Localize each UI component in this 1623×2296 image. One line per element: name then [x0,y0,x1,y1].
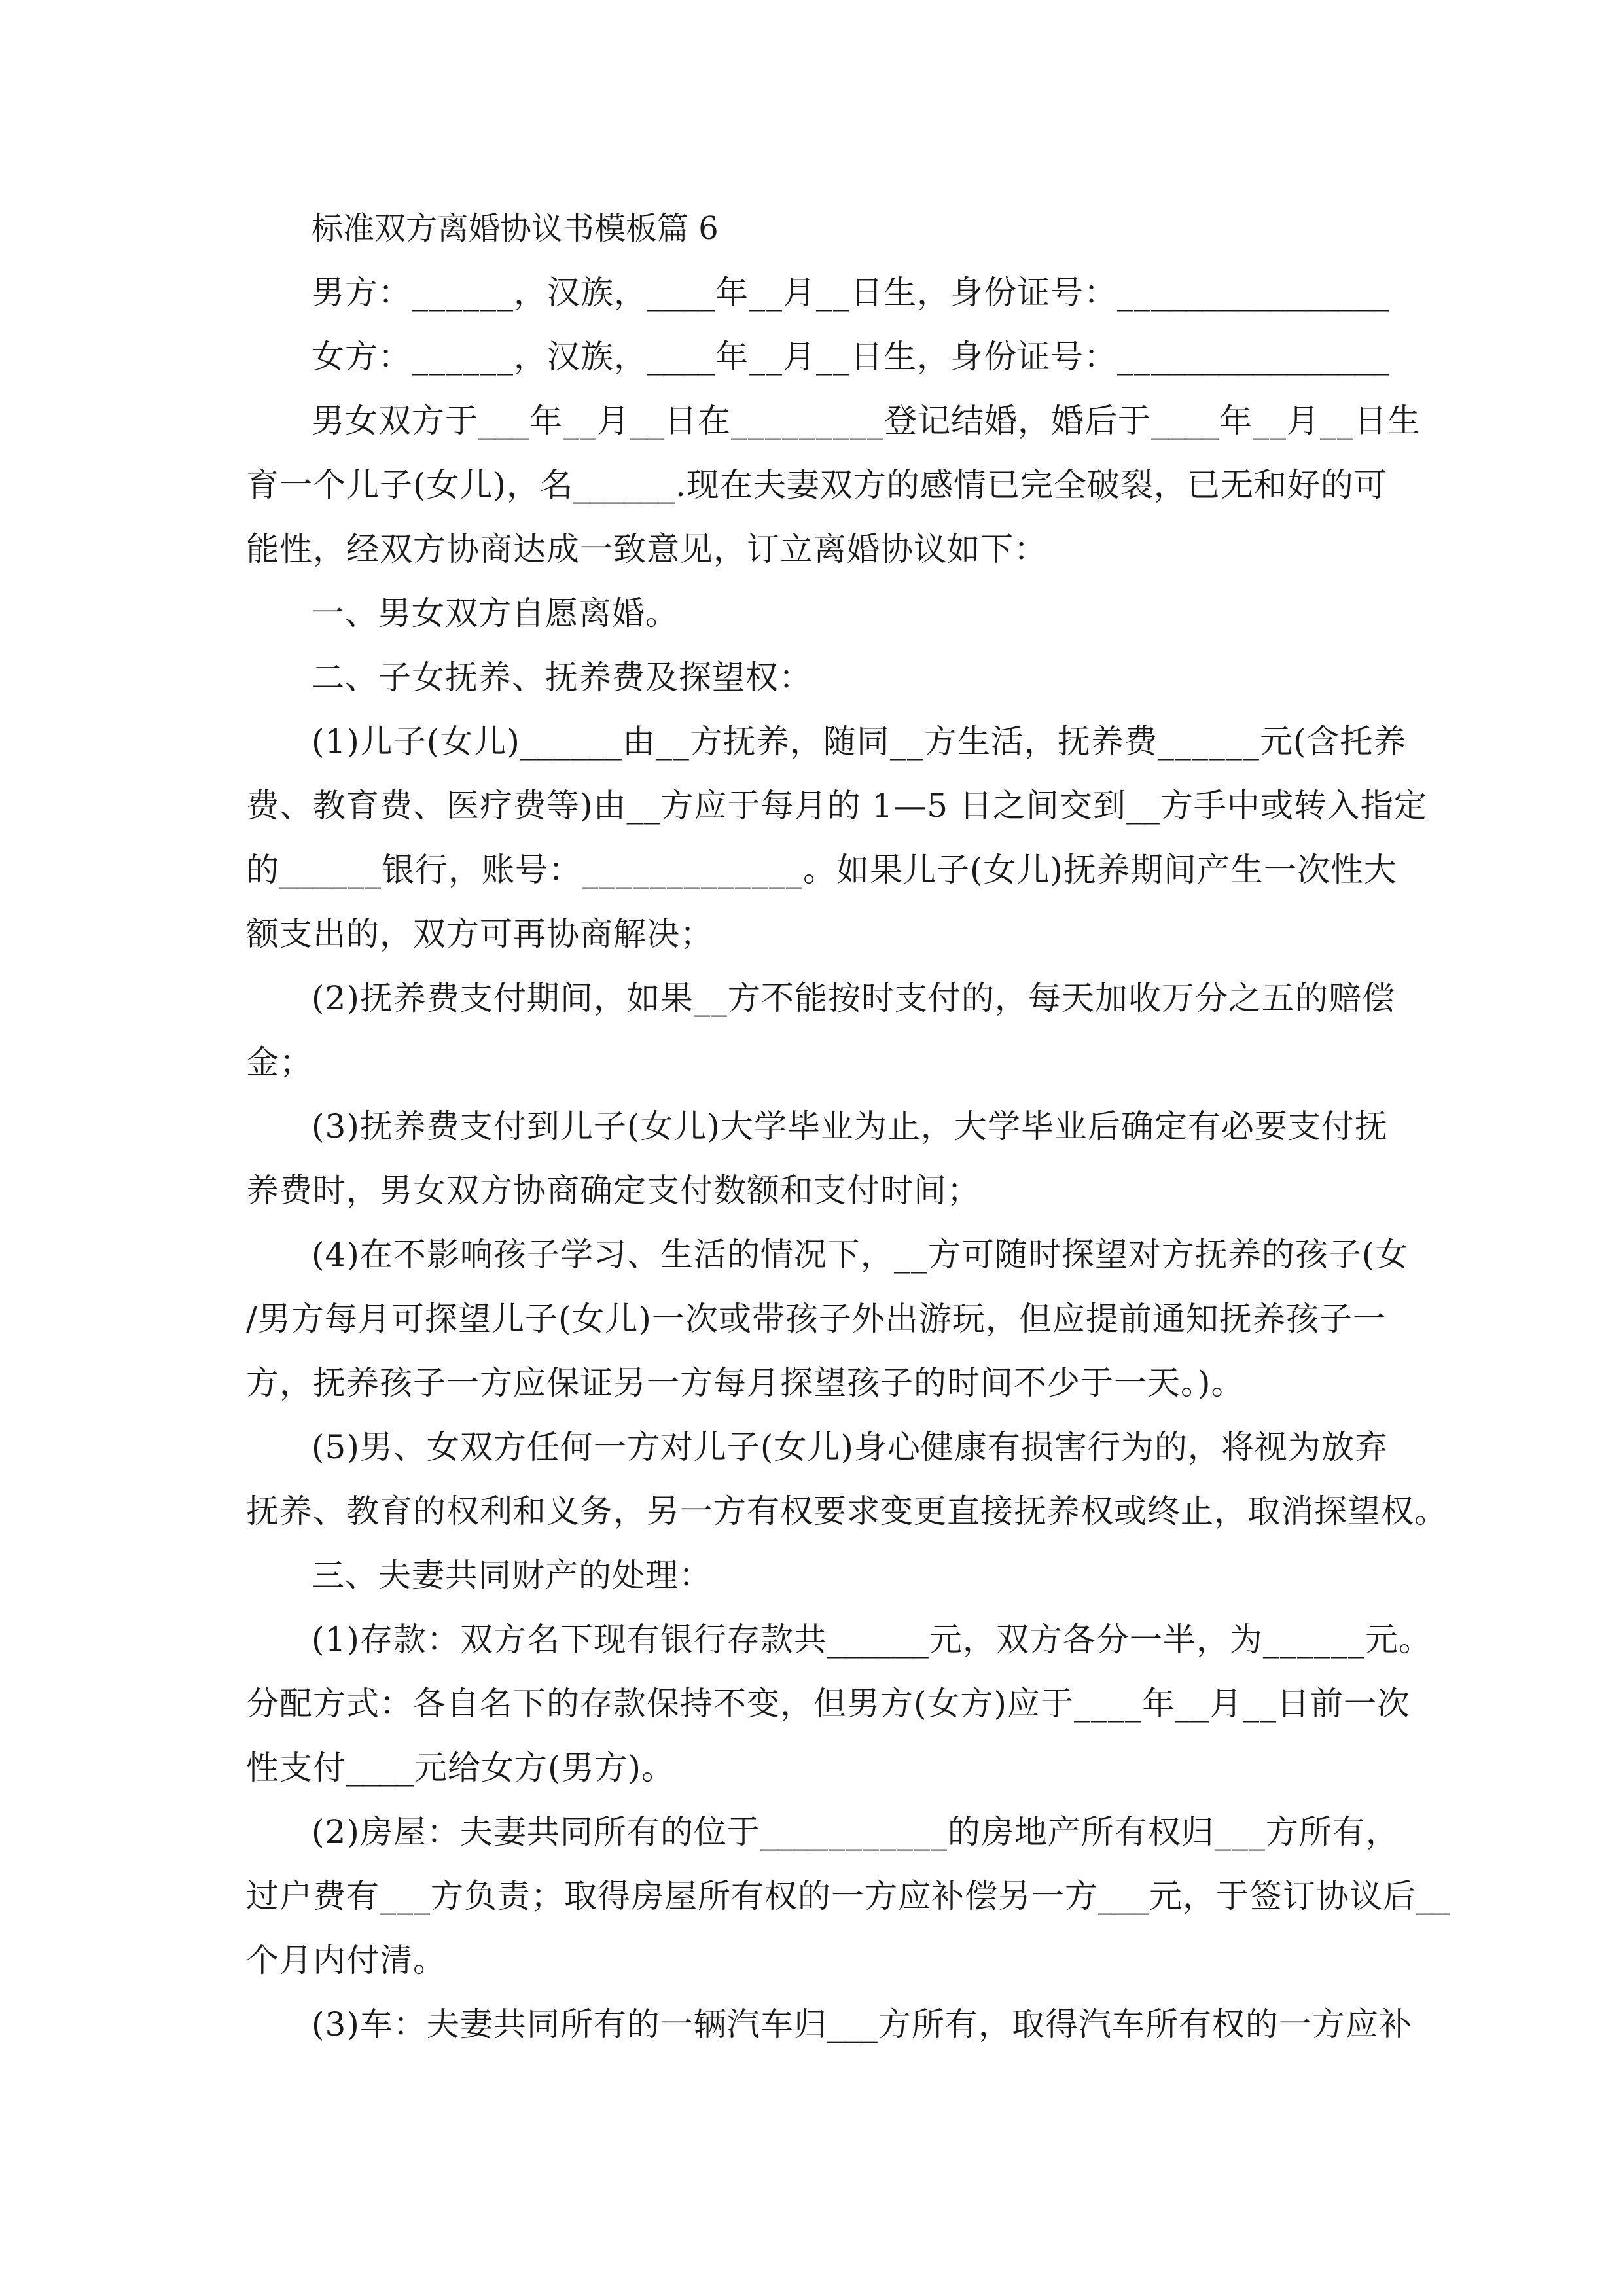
clause-2-item-1: (1)儿子(女儿)______由__方抚养，随同__方生活，抚养费______元(含托养 [312,723,1407,761]
clause-2-item-2: (2)抚养费支付期间，如果__方不能按时支付的，每天加收万分之五的赔偿 [312,979,1395,1017]
clause-2-item-1-cont-1: 费、教育费、医疗费等)由__方应于每月的 1—5 日之间交到__方手中或转入指定 [246,787,1427,825]
clause-2-item-4: (4)在不影响孩子学习、生活的情况下，__方可随时探望对方抚养的孩子(女 [312,1236,1409,1274]
clause-2-item-4-cont-1: /男方每月可探望儿子(女儿)一次或带孩子外出游玩，但应提前通知抚养孩子一 [246,1300,1386,1338]
clause-2-item-2-cont-1: 金； [246,1043,313,1081]
line-wife: 女方：______，汉族，____年__月__日生，身份证号：________________ [312,338,1389,376]
clause-3-item-1-cont-2: 性支付____元给女方(男方)。 [246,1749,675,1787]
line-marriage-cont-2: 能性，经双方协商达成一致意见，订立离婚协议如下： [246,530,1047,568]
clause-3-item-2-cont-1: 过户费有___方负责；取得房屋所有权的一方应补偿另一方___元，于签订协议后__ [246,1877,1450,1915]
clause-2-item-1-cont-3: 额支出的，双方可再协商解决； [246,915,713,953]
clause-2-heading: 二、子女抚养、抚养费及探望权： [312,658,812,696]
clause-3-item-2: (2)房屋：夫妻共同所有的位于___________的房地产所有权归___方所有， [312,1813,1399,1851]
clause-2-item-3: (3)抚养费支付到儿子(女儿)大学毕业为止，大学毕业后确定有必要支付抚 [312,1107,1388,1145]
line-husband: 男方：______，汉族，____年__月__日生，身份证号：________________ [312,274,1389,312]
clause-2-item-5: (5)男、女双方任何一方对儿子(女儿)身心健康有损害行为的，将视为放弃 [312,1428,1388,1466]
document-title: 标准双方离婚协议书模板篇 6 [312,210,719,247]
document-page [246,196,1450,2056]
clause-2-item-3-cont-1: 养费时，男女双方协商确定支付数额和支付时间； [246,1172,980,1210]
clause-3-item-1-cont-1: 分配方式：各自名下的存款保持不变，但男方(女方)应于____年__月__日前一次 [246,1685,1411,1723]
clause-3-item-2-cont-2: 个月内付清。 [246,1941,446,1979]
clause-2-item-5-cont-1: 抚养、教育的权利和义务，另一方有权要求变更直接抚养权或终止，取消探望权。 [246,1492,1448,1530]
clause-3-item-1: (1)存款：双方名下现有银行存款共______元，双方各分一半，为______元。 [312,1621,1432,1659]
clause-1-heading: 一、男女双方自愿离婚。 [312,594,679,632]
clause-2-item-4-cont-2: 方，抚养孩子一方应保证另一方每月探望孩子的时间不少于一天。)。 [246,1364,1245,1402]
clause-3-heading: 三、夫妻共同财产的处理： [312,1556,712,1594]
line-marriage: 男女双方于___年__月__日在_________登记结婚，婚后于____年__月__日生 [312,402,1421,440]
clause-2-item-1-cont-2: 的______银行，账号：_____________。如果儿子(女儿)抚养期间产生一次性大 [246,851,1398,889]
clause-3-item-3: (3)车：夫妻共同所有的一辆汽车归___方所有，取得汽车所有权的一方应补 [312,2005,1412,2043]
line-marriage-cont-1: 育一个儿子(女儿)，名______.现在夫妻双方的感情已完全破裂，已无和好的可 [246,466,1387,504]
